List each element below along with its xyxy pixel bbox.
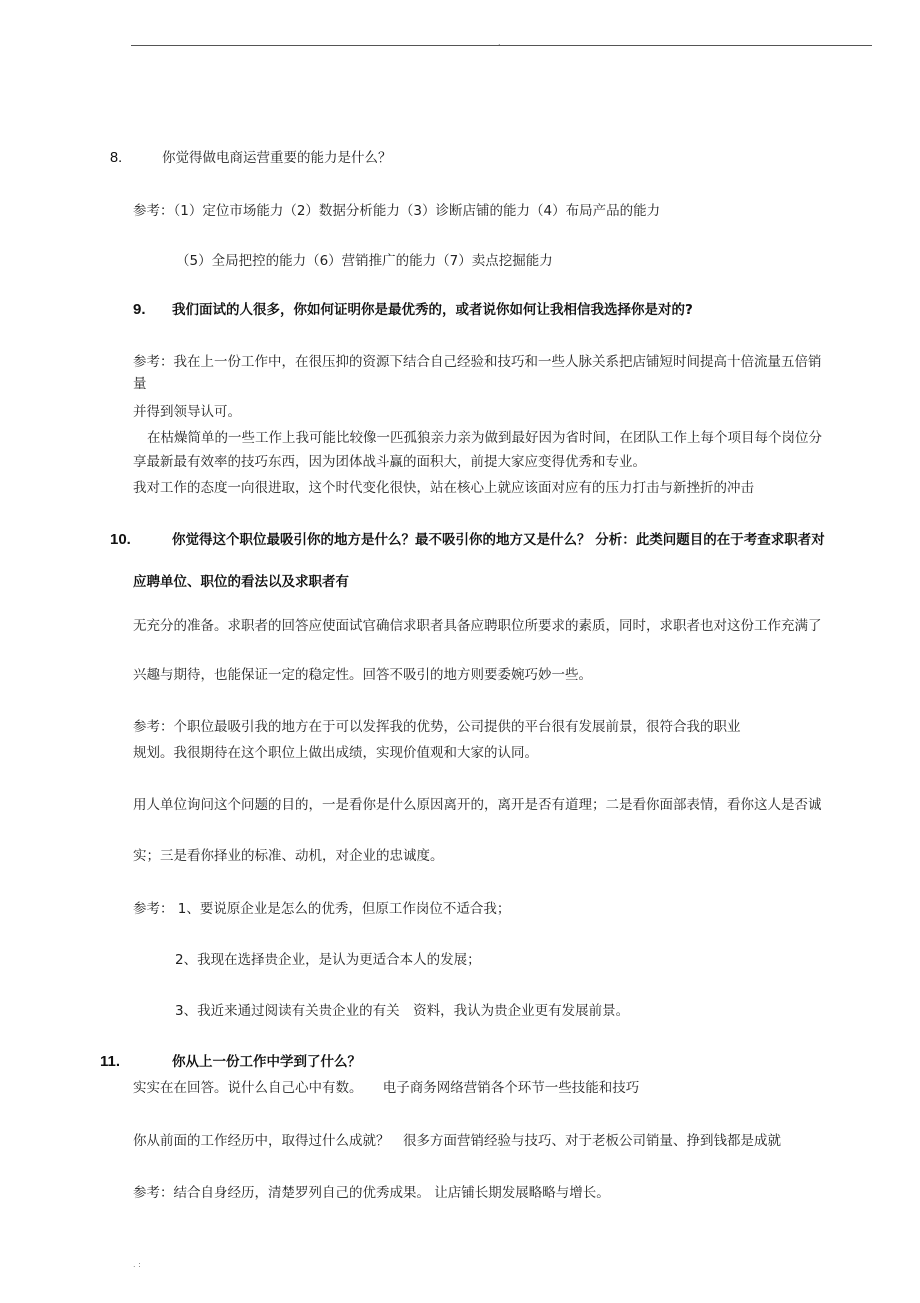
q10-analysis-line-1: 无充分的准备。求职者的回答应使面试官确信求职者具备应聘职位所要求的素质，同时，求职者也对这份工作充满了: [133, 618, 822, 634]
q10-analysis-line-2: 兴趣与期待，也能保证一定的稳定性。回答不吸引的地方则要委婉巧妙一些。: [133, 667, 592, 683]
q10-reference2-line-3: 3、我近来通过阅读有关贵企业的有关 资料，我认为贵企业更有发展前景。: [175, 1003, 630, 1019]
question-10-text-line-1: 你觉得这个职位最吸引你的地方是什么？最不吸引你的地方又是什么？ 分析：此类问题目的在于考查求职者对: [172, 532, 825, 548]
q9-reference-line-3: 在枯燥简单的一些工作上我可能比较像一匹孤狼亲力亲为做到最好因为省时间，在团队工作上每个项目每个岗位分: [147, 430, 822, 446]
question-number-8: 8.: [110, 150, 123, 166]
question-10-text-line-2: 应聘单位、职位的看法以及求职者有: [133, 574, 349, 590]
q9-reference-line-4: 享最新最有效率的技巧东西，因为团体战斗赢的面积大，前提大家应变得优秀和专业。: [133, 454, 646, 470]
q11-answer-line-1: 实实在在回答。说什么自己心中有数。 电子商务网络营销各个环节一些技能和技巧: [133, 1080, 640, 1096]
q9-reference-line-5: 我对工作的态度一向很进取，这个时代变化很快，站在核心上就应该面对应有的压力打击与新挫折的冲击: [133, 480, 754, 496]
q9-reference-line-1: 参考：我在上一份工作中，在很压抑的资源下结合自己经验和技巧和一些人脉关系把店铺短时间提高十倍流量五倍销: [133, 354, 822, 370]
q8-reference-line-1: 参考：（1）定位市场能力（2）数据分析能力（3）诊断店铺的能力（4）布局产品的能力: [133, 203, 661, 219]
q11-answer-line-2: 你从前面的工作经历中，取得过什么成就？ 很多方面营销经验与技巧、对于老板公司销量、挣到钱都是成就: [133, 1133, 781, 1149]
q11-answer-line-3: 参考：结合自身经历，清楚罗列自己的优秀成果。 让店铺长期发展略略与增长。: [133, 1185, 610, 1201]
q9-reference-line-1b: 量: [133, 376, 147, 392]
q9-reference-line-2: 并得到领导认可。: [133, 404, 241, 420]
question-number-10: 10.: [110, 531, 131, 548]
q10-reference-line-1: 参考：个职位最吸引我的地方在于可以发挥我的优势，公司提供的平台很有发展前景，很符合我的职业: [133, 719, 741, 735]
header-rule: [131, 45, 872, 46]
q10-reference2-line-1: 参考： 1、要说原企业是怎么的优秀，但原工作岗位不适合我；: [133, 901, 511, 917]
question-9-text: 我们面试的人很多，你如何证明你是最优秀的，或者说你如何让我相信我选择你是对的?: [172, 302, 693, 318]
question-8-text: 你觉得做电商运营重要的能力是什么？: [162, 150, 392, 166]
header-mark: .: [498, 38, 501, 47]
q8-reference-line-2: （5）全局把控的能力（6）营销推广的能力（7）卖点挖掘能力: [176, 253, 553, 269]
footer-mark: . :: [133, 1260, 141, 1269]
q10-purpose-line-1: 用人单位询问这个问题的目的，一是看你是什么原因离开的，离开是否有道理；二是看你面部表情，看你这人是否诚: [133, 797, 822, 813]
question-11-text: 你从上一份工作中学到了什么？: [172, 1054, 361, 1070]
q10-reference-line-2: 规划。我很期待在这个职位上做出成绩，实现价值观和大家的认同。: [133, 745, 538, 761]
question-number-9: 9.: [133, 301, 146, 318]
q10-purpose-line-2: 实；三是看你择业的标准、动机，对企业的忠诚度。: [133, 848, 444, 864]
q10-reference2-line-2: 2、我现在选择贵企业，是认为更适合本人的发展；: [175, 952, 481, 968]
question-number-11: 11.: [100, 1053, 121, 1070]
